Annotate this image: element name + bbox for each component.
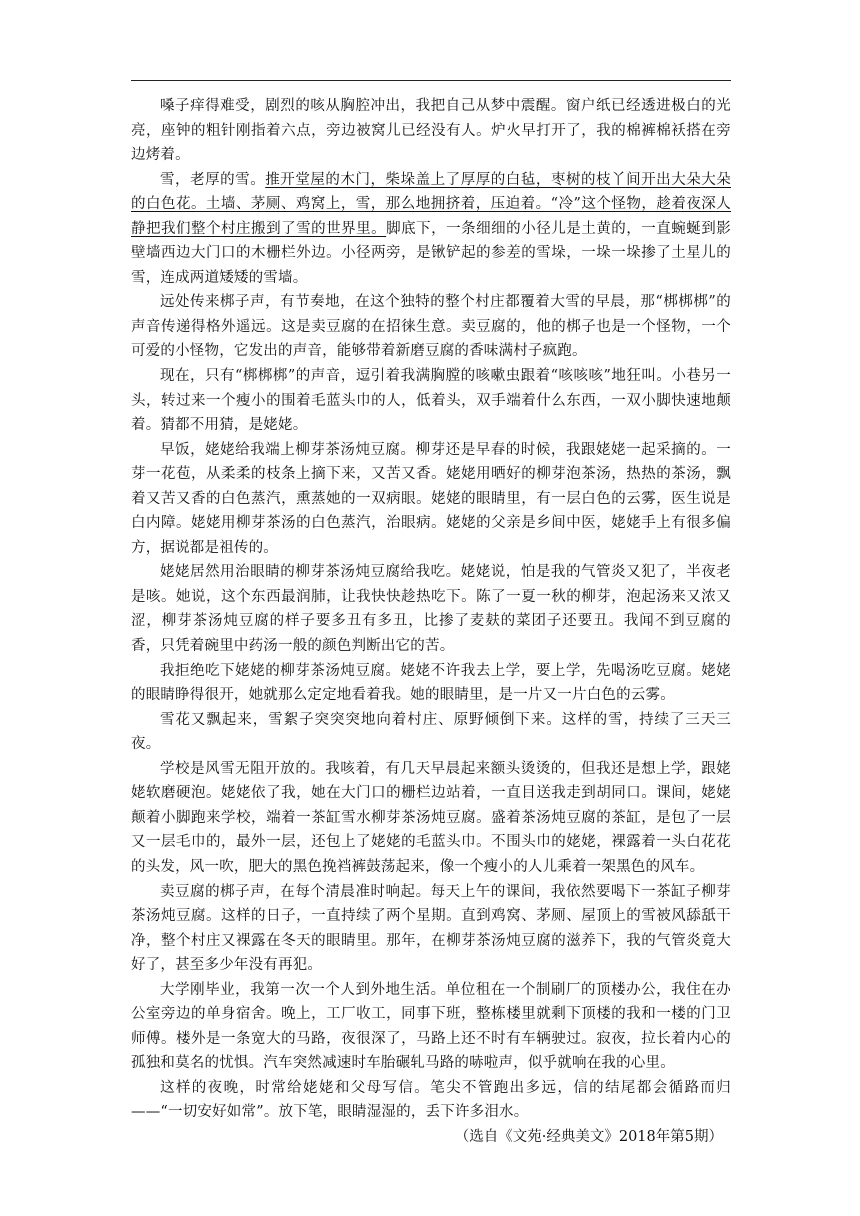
paragraph-2-tail: 脚底下，一条细细的小径儿是土黄的，一直蜿蜒到影壁墙西边大门口的木栅栏外边。小径两旁，是锹铲起的参差的雪垛，一垛一垛掺了土星儿的雪，连成两道矮矮的雪墙。	[131, 220, 731, 286]
underlined-passage: 推开堂屋的木门，柴垛盖上了厚厚的白毡，枣树的枝丫间开出大朵大朵的白色花。土墙、茅厕、鸡窝上，雪，那么地拥挤着，压迫着。“冷”这个怪物，趁着夜深人静把我们整个村庄搬到了雪的世界里。	[131, 171, 731, 237]
article-body	[131, 94, 731, 1150]
paragraph-5: 早饭，姥姥给我端上柳芽茶汤炖豆腐。柳芽还是早春的时候，我跟姥姥一起采摘的。一芽一花苞，从柔柔的枝条上摘下来，又苦又香。姥姥用晒好的柳芽泡茶汤，热热的茶汤，飘着又苦又香的白色蒸汽，熏蒸她的一双病眼。姥姥的眼睛里，有一层白色的云雾，医生说是白内障。姥姥用柳芽茶汤的白色蒸汽，治眼病。姥姥的父亲是乡间中医，姥姥手上有很多偏方，据说都是祖传的。	[131, 441, 731, 556]
paragraph-9: 学校是风雪无阻开放的。我咳着，有几天早晨起来额头烫烫的，但我还是想上学，跟姥姥软磨硬泡。姥姥依了我，她在大门口的栅栏边站着，一直目送我走到胡同口。课间，姥姥颠着小脚跑来学校，端着一茶缸雪水柳芽茶汤炖豆腐。盛着茶汤炖豆腐的茶缸，是包了一层又一层毛巾的，最外一层，还包上了姥姥的毛蓝头巾。不围头巾的姥姥，裸露着一头白花花的头发，风一吹，肥大的黑色挽裆裤鼓荡起来，像一个瘦小的人儿乘着一架黑色的风车。	[131, 760, 731, 875]
paragraph-8: 雪花又飘起来，雪絮子突突突地向着村庄、原野倾倒下来。这样的雪，持续了三天三夜。	[131, 711, 731, 753]
paragraph-1: 嗓子痒得难受，剧烈的咳从胸腔冲出，我把自己从梦中震醒。窗户纸已经透进极白的光亮，座钟的粗针刚指着六点，旁边被窝儿已经没有人。炉火早打开了，我的棉裤棉袄搭在旁边烤着。	[131, 98, 731, 164]
source-citation: （选自《文苑·经典美文》2018年第5期）	[454, 1128, 723, 1145]
paragraph-12: 这样的夜晚，时常给姥姥和父母写信。笔尖不管跑出多远，信的结尾都会循路而归——“一切安好如常”。放下笔，眼睛湿湿的，丢下许多泪水。	[131, 1079, 731, 1121]
paragraph-3: 远处传来梆子声，有节奏地，在这个独特的整个村庄都覆着大雪的早晨，那“梆梆梆”的声音传递得格外遥远。这是卖豆腐的在招徕生意。卖豆腐的，他的梆子也是一个怪物，一个可爱的小怪物，它发出的声音，能够带着新磨豆腐的香味满村子疯跑。	[131, 294, 731, 360]
paragraph-2-lead: 雪，老厚的雪。	[160, 171, 266, 188]
header-rule	[131, 80, 731, 81]
paragraph-6: 姥姥居然用治眼睛的柳芽茶汤炖豆腐给我吃。姥姥说，怕是我的气管炎又犯了，半夜老是咳。她说，这个东西最润肺，让我快快趁热吃下。陈了一夏一秋的柳芽，泡起汤来又浓又涩，柳芽茶汤炖豆腐的样子要多丑有多丑，比掺了麦麸的菜团子还要丑。我闻不到豆腐的香，只凭着碗里中药汤一般的颜色判断出它的苦。	[131, 564, 731, 655]
paragraph-2	[131, 168, 731, 291]
paragraph-11: 大学刚毕业，我第一次一个人到外地生活。单位租在一个制刷厂的顶楼办公，我住在办公室旁边的单身宿舍。晚上，工厂收工，同事下班，整栋楼里就剩下顶楼的我和一楼的门卫师傅。楼外是一条宽大的马路，夜很深了，马路上还不时有车辆驶过。寂夜，拉长着内心的孤独和莫名的忧惧。汽车突然减速时车胎碾轧马路的哧啦声，似乎就响在我的心里。	[131, 981, 731, 1072]
paragraph-7: 我拒绝吃下姥姥的柳芽茶汤炖豆腐。姥姥不许我去上学，要上学，先喝汤吃豆腐。姥姥的眼睛睁得很开，她就那么定定地看着我。她的眼睛里，是一片又一片白色的云雾。	[131, 662, 731, 704]
paragraph-4: 现在，只有“梆梆梆”的声音，逗引着我满胸膛的咳嗽虫跟着“咳咳咳”地狂叫。小巷另一头，转过来一个瘦小的围着毛蓝头巾的人，低着头，双手端着什么东西，一双小脚快速地颠着。猜都不用猜，是姥姥。	[131, 368, 731, 434]
paragraph-10: 卖豆腐的梆子声，在每个清晨准时响起。每天上午的课间，我依然要喝下一茶缸子柳芽茶汤炖豆腐。这样的日子，一直持续了两个星期。直到鸡窝、茅厕、屋顶上的雪被风舔舐干净，整个村庄又裸露在冬天的眼睛里。那年，在柳芽茶汤炖豆腐的滋养下，我的气管炎竟大好了，甚至多少年没有再犯。	[131, 883, 731, 974]
